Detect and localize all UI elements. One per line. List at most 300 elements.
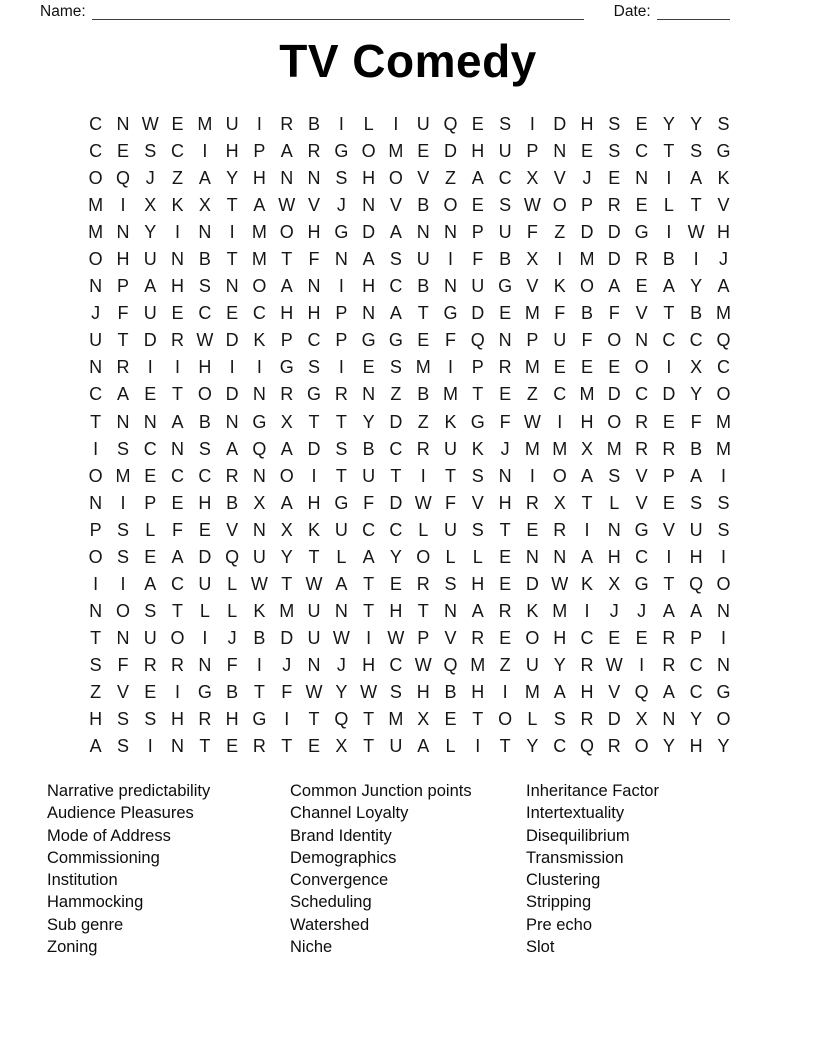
grid-letter: X <box>417 709 430 730</box>
grid-letter: F <box>690 411 702 432</box>
grid-letter: O <box>88 546 103 567</box>
grid-letter: N <box>307 654 321 675</box>
grid-letter: Y <box>662 736 675 757</box>
grid-letter: E <box>499 303 512 324</box>
grid-letter: S <box>499 114 512 135</box>
grid-letter: E <box>144 546 157 567</box>
grid-letter: O <box>579 276 594 297</box>
grid-letter: T <box>363 600 375 621</box>
grid-letter: M <box>415 357 431 378</box>
grid-letter: O <box>115 600 130 621</box>
grid-letter: L <box>609 492 620 513</box>
grid-letter: U <box>307 600 321 621</box>
grid-letter: Z <box>445 168 456 189</box>
page-title: TV Comedy <box>279 35 537 87</box>
grid-letter: H <box>307 303 321 324</box>
grid-letter: A <box>280 141 293 162</box>
grid-letter: B <box>417 195 430 216</box>
grid-letter: L <box>418 519 429 540</box>
grid-letter: T <box>226 249 238 270</box>
grid-letter: N <box>662 709 676 730</box>
grid-letter: I <box>229 357 235 378</box>
grid-letter: D <box>607 222 621 243</box>
grid-letter: E <box>226 736 239 757</box>
grid-letter: R <box>334 384 348 405</box>
grid-letter: C <box>635 384 649 405</box>
grid-letter: Z <box>172 168 184 189</box>
word-list-item: Stripping <box>526 893 592 912</box>
grid-letter: V <box>717 195 730 216</box>
grid-letter: E <box>471 195 484 216</box>
grid-letter: T <box>253 682 265 702</box>
grid-letter: I <box>256 357 262 378</box>
grid-letter: I <box>557 249 563 270</box>
grid-letter: S <box>116 709 129 730</box>
word-list-item: Demographics <box>290 848 397 867</box>
grid-letter: F <box>445 492 456 513</box>
grid-letter: M <box>524 303 540 324</box>
grid-letter: A <box>89 736 102 757</box>
grid-letter: R <box>580 709 594 730</box>
grid-letter: B <box>253 627 266 648</box>
grid-letter: S <box>717 492 730 513</box>
grid-letter: G <box>388 330 403 351</box>
grid-letter: J <box>282 654 292 675</box>
grid-letter: R <box>252 736 266 757</box>
grid-letter: W <box>305 573 323 594</box>
grid-letter: A <box>280 438 293 459</box>
grid-letter: H <box>580 114 594 135</box>
grid-letter: H <box>307 492 321 513</box>
grid-letter: M <box>715 303 731 324</box>
grid-letter: E <box>471 114 484 135</box>
grid-letter: V <box>635 492 648 513</box>
grid-letter: H <box>252 168 266 189</box>
grid-letter: A <box>144 276 157 297</box>
grid-letter: I <box>120 492 126 513</box>
grid-letter: S <box>116 519 129 540</box>
grid-letter: W <box>523 195 541 216</box>
grid-letter: T <box>117 330 129 351</box>
grid-letter: E <box>662 411 675 432</box>
grid-letter: J <box>227 627 237 648</box>
grid-letter: H <box>553 627 567 648</box>
grid-letter: C <box>171 465 185 486</box>
grid-letter: A <box>717 276 730 297</box>
grid-letter: R <box>635 438 649 459</box>
grid-letter: N <box>307 276 321 297</box>
grid-letter: L <box>527 709 538 730</box>
grid-letter: N <box>171 736 185 757</box>
grid-letter: N <box>525 546 539 567</box>
grid-letter: R <box>198 709 212 730</box>
grid-letter: F <box>554 303 566 324</box>
grid-letter: N <box>444 276 457 297</box>
grid-letter: R <box>307 141 321 162</box>
grid-letter: E <box>198 519 211 540</box>
grid-letter: T <box>281 736 293 757</box>
word-list-item: Watershed <box>290 915 370 934</box>
grid-letter: U <box>498 141 512 162</box>
grid-letter: C <box>553 384 567 405</box>
grid-letter: O <box>634 736 649 757</box>
grid-letter: G <box>307 384 322 405</box>
grid-letter: U <box>307 627 321 648</box>
word-list-column <box>526 780 776 958</box>
grid-letter: A <box>662 682 675 702</box>
grid-letter: N <box>252 384 266 405</box>
grid-letter: N <box>635 168 649 189</box>
grid-letter: N <box>225 276 239 297</box>
word-list-item: Inheritance Factor <box>526 782 659 800</box>
word-list-item: Convergence <box>290 871 389 890</box>
grid-letter: T <box>663 303 675 324</box>
grid-letter: V <box>662 519 675 540</box>
grid-letter: Y <box>526 736 539 757</box>
grid-letter: C <box>307 330 321 351</box>
grid-letter: N <box>362 195 376 216</box>
grid-letter: N <box>143 411 157 432</box>
grid-letter: Y <box>717 736 730 757</box>
grid-letter: F <box>117 303 129 324</box>
grid-letter: I <box>338 357 344 378</box>
grid-letter: E <box>499 627 512 648</box>
grid-letter: D <box>607 249 621 270</box>
grid-letter: O <box>716 384 731 405</box>
grid-letter: S <box>499 195 512 216</box>
grid-letter: A <box>580 546 593 567</box>
grid-letter: T <box>363 709 375 730</box>
grid-letter: F <box>226 654 238 675</box>
grid-letter: Z <box>499 654 511 675</box>
grid-letter: H <box>716 222 730 243</box>
grid-letter: N <box>362 303 376 324</box>
grid-letter: R <box>416 573 430 594</box>
grid-letter: R <box>225 465 239 486</box>
grid-letter: W <box>687 222 705 243</box>
grid-letter: I <box>584 600 590 621</box>
grid-letter: P <box>662 465 675 486</box>
grid-letter: Q <box>252 438 267 459</box>
grid-letter: Z <box>526 384 538 405</box>
grid-letter: G <box>252 411 267 432</box>
grid-letter: I <box>175 682 181 702</box>
grid-letter: I <box>720 465 726 486</box>
grid-letter: H <box>198 357 212 378</box>
grid-letter: K <box>580 573 593 594</box>
grid-letter: I <box>229 222 235 243</box>
grid-letter: I <box>120 573 126 594</box>
grid-letter: U <box>225 114 239 135</box>
grid-letter: T <box>472 709 484 730</box>
grid-letter: S <box>198 276 211 297</box>
grid-letter: O <box>88 249 103 270</box>
grid-letter: N <box>444 600 457 621</box>
grid-letter: A <box>608 276 621 297</box>
grid-letter: A <box>389 303 402 324</box>
grid-letter: M <box>197 114 213 135</box>
grid-letter: K <box>171 195 184 216</box>
grid-letter: R <box>280 114 294 135</box>
grid-letter: I <box>120 195 126 216</box>
grid-letter: H <box>689 546 703 567</box>
grid-letter: R <box>171 654 185 675</box>
grid-letter: E <box>580 357 593 378</box>
grid-letter: N <box>635 330 649 351</box>
grid-letter: I <box>639 654 645 675</box>
grid-letter: Y <box>690 384 703 405</box>
grid-letter: N <box>171 438 185 459</box>
grid-letter: X <box>280 411 293 432</box>
grid-letter: G <box>279 357 294 378</box>
grid-letter: O <box>443 195 458 216</box>
grid-letter: E <box>635 195 648 216</box>
grid-letter: R <box>498 357 512 378</box>
grid-letter: U <box>471 276 485 297</box>
grid-letter: I <box>175 222 181 243</box>
grid-letter: E <box>608 357 621 378</box>
grid-letter: H <box>580 682 594 702</box>
grid-letter: U <box>334 519 348 540</box>
grid-letter: E <box>144 384 157 405</box>
grid-letter: S <box>608 114 621 135</box>
grid-letter: D <box>362 222 376 243</box>
grid-letter: Z <box>417 411 429 432</box>
grid-letter: L <box>199 600 210 621</box>
grid-letter: M <box>579 249 595 270</box>
grid-letter: D <box>525 573 539 594</box>
grid-letter: R <box>280 384 294 405</box>
grid-letter: H <box>362 168 376 189</box>
grid-letter: S <box>116 546 129 567</box>
grid-letter: I <box>529 465 535 486</box>
grid-letter: V <box>226 519 239 540</box>
grid-letter: C <box>171 141 185 162</box>
grid-letter: N <box>116 114 130 135</box>
grid-letter: W <box>196 330 214 351</box>
grid-letter: I <box>475 736 481 757</box>
grid-letter: S <box>717 114 730 135</box>
grid-letter: N <box>198 222 212 243</box>
grid-letter: I <box>256 654 262 675</box>
grid-letter: C <box>716 357 730 378</box>
grid-letter: Z <box>554 222 566 243</box>
grid-letter: O <box>525 627 540 648</box>
grid-letter: A <box>471 168 484 189</box>
name-label: Name: <box>40 3 86 20</box>
grid-letter: A <box>171 546 184 567</box>
grid-letter: C <box>553 736 567 757</box>
grid-letter: T <box>199 736 211 757</box>
grid-letter: C <box>89 141 103 162</box>
grid-letter: I <box>93 438 99 459</box>
grid-letter: N <box>553 141 567 162</box>
grid-letter: I <box>147 736 153 757</box>
grid-letter: H <box>307 222 321 243</box>
grid-letter: P <box>89 519 102 540</box>
grid-letter: E <box>499 573 512 594</box>
grid-letter: J <box>582 168 592 189</box>
grid-letter: G <box>334 141 349 162</box>
grid-letter: Q <box>225 546 240 567</box>
grid-letter: S <box>198 438 211 459</box>
grid-letter: R <box>498 600 512 621</box>
grid-letter: P <box>471 357 484 378</box>
grid-letter: F <box>526 222 538 243</box>
grid-letter: H <box>225 141 239 162</box>
grid-letter: H <box>471 141 485 162</box>
grid-letter: G <box>634 222 649 243</box>
grid-letter: E <box>499 384 512 405</box>
grid-letter: I <box>666 357 672 378</box>
grid-letter: X <box>526 249 539 270</box>
grid-letter: B <box>226 492 239 513</box>
grid-letter: L <box>336 546 347 567</box>
grid-letter: C <box>198 465 212 486</box>
grid-letter: N <box>498 465 512 486</box>
grid-letter: N <box>116 627 130 648</box>
grid-letter: C <box>389 519 403 540</box>
word-list-item: Hammocking <box>47 893 144 912</box>
grid-letter: T <box>335 465 347 486</box>
grid-letter: R <box>580 654 594 675</box>
grid-letter: C <box>498 168 512 189</box>
grid-letter: I <box>584 519 590 540</box>
grid-letter: V <box>116 682 129 702</box>
grid-letter: X <box>253 492 266 513</box>
grid-letter: Q <box>689 573 704 594</box>
grid-letter: T <box>172 384 184 405</box>
grid-letter: C <box>389 438 403 459</box>
grid-letter: A <box>662 600 675 621</box>
grid-letter: T <box>445 465 456 486</box>
grid-letter: R <box>607 195 621 216</box>
word-list-item: Scheduling <box>290 893 372 912</box>
grid-letter: L <box>145 519 156 540</box>
grid-letter: U <box>525 654 539 675</box>
grid-letter: B <box>198 249 211 270</box>
grid-letter: C <box>362 519 376 540</box>
grid-letter: Y <box>553 654 566 675</box>
grid-letter: U <box>444 438 457 459</box>
grid-letter: A <box>253 195 266 216</box>
grid-letter: N <box>225 411 239 432</box>
grid-letter: G <box>361 330 376 351</box>
grid-letter: F <box>608 303 620 324</box>
grid-letter: P <box>116 276 129 297</box>
grid-letter: V <box>444 627 457 648</box>
grid-letter: B <box>417 276 430 297</box>
grid-letter: P <box>526 141 539 162</box>
grid-letter: W <box>551 573 569 594</box>
word-list-item: Mode of Address <box>47 826 171 845</box>
grid-letter: S <box>144 709 157 730</box>
grid-letter: G <box>334 222 349 243</box>
grid-letter: O <box>279 222 294 243</box>
grid-letter: M <box>552 600 568 621</box>
grid-letter: B <box>362 438 375 459</box>
grid-letter: C <box>143 438 157 459</box>
grid-letter: I <box>666 546 672 567</box>
grid-letter: H <box>607 546 621 567</box>
grid-letter: H <box>171 709 185 730</box>
grid-letter: C <box>662 330 676 351</box>
grid-letter: T <box>417 600 429 621</box>
grid-letter: F <box>308 249 320 270</box>
grid-letter: T <box>363 573 375 594</box>
grid-letter: M <box>606 438 622 459</box>
grid-letter: A <box>662 276 675 297</box>
grid-letter: A <box>116 384 129 405</box>
grid-letter: L <box>472 546 483 567</box>
grid-letter: F <box>581 330 593 351</box>
grid-letter: E <box>116 141 129 162</box>
grid-letter: S <box>335 438 348 459</box>
word-search-grid <box>82 111 737 760</box>
grid-letter: E <box>499 546 512 567</box>
grid-letter: N <box>334 249 348 270</box>
grid-letter: Q <box>579 736 594 757</box>
grid-letter: W <box>332 627 350 648</box>
grid-letter: I <box>529 114 535 135</box>
grid-letter: N <box>116 411 130 432</box>
grid-letter: D <box>389 411 403 432</box>
grid-letter: W <box>414 492 432 513</box>
grid-letter: E <box>144 682 157 702</box>
grid-letter: W <box>141 114 159 135</box>
grid-letter: H <box>471 682 485 702</box>
grid-letter: X <box>553 492 566 513</box>
grid-letter: S <box>389 682 402 702</box>
grid-letter: P <box>526 330 539 351</box>
grid-letter: N <box>444 222 457 243</box>
grid-letter: H <box>280 303 294 324</box>
grid-letter: H <box>89 709 103 730</box>
grid-letter: S <box>471 519 484 540</box>
grid-letter: H <box>116 249 130 270</box>
grid-letter: O <box>416 546 431 567</box>
grid-letter: Y <box>690 114 703 135</box>
grid-letter: R <box>662 627 676 648</box>
grid-letter: W <box>305 682 323 702</box>
grid-letter: V <box>635 303 648 324</box>
grid-letter: D <box>471 303 485 324</box>
grid-letter: E <box>417 141 430 162</box>
grid-letter: O <box>170 627 185 648</box>
grid-letter: V <box>553 168 566 189</box>
grid-letter: D <box>444 141 457 162</box>
grid-letter: R <box>662 654 676 675</box>
grid-letter: T <box>226 195 238 216</box>
grid-letter: Y <box>335 682 348 702</box>
grid-letter: F <box>445 330 456 351</box>
grid-letter: G <box>634 573 649 594</box>
grid-letter: N <box>553 546 567 567</box>
grid-letter: V <box>308 195 321 216</box>
grid-letter: R <box>143 654 157 675</box>
word-list-column <box>290 780 526 958</box>
grid-letter: B <box>662 249 675 270</box>
grid-letter: H <box>198 492 212 513</box>
grid-letter: L <box>227 600 238 621</box>
grid-letter: O <box>607 330 622 351</box>
grid-letter: C <box>252 303 266 324</box>
grid-letter: I <box>720 546 726 567</box>
grid-letter: U <box>89 330 103 351</box>
grid-letter: U <box>553 330 567 351</box>
grid-letter: S <box>389 249 402 270</box>
word-list-item: Disequilibrium <box>526 826 630 845</box>
